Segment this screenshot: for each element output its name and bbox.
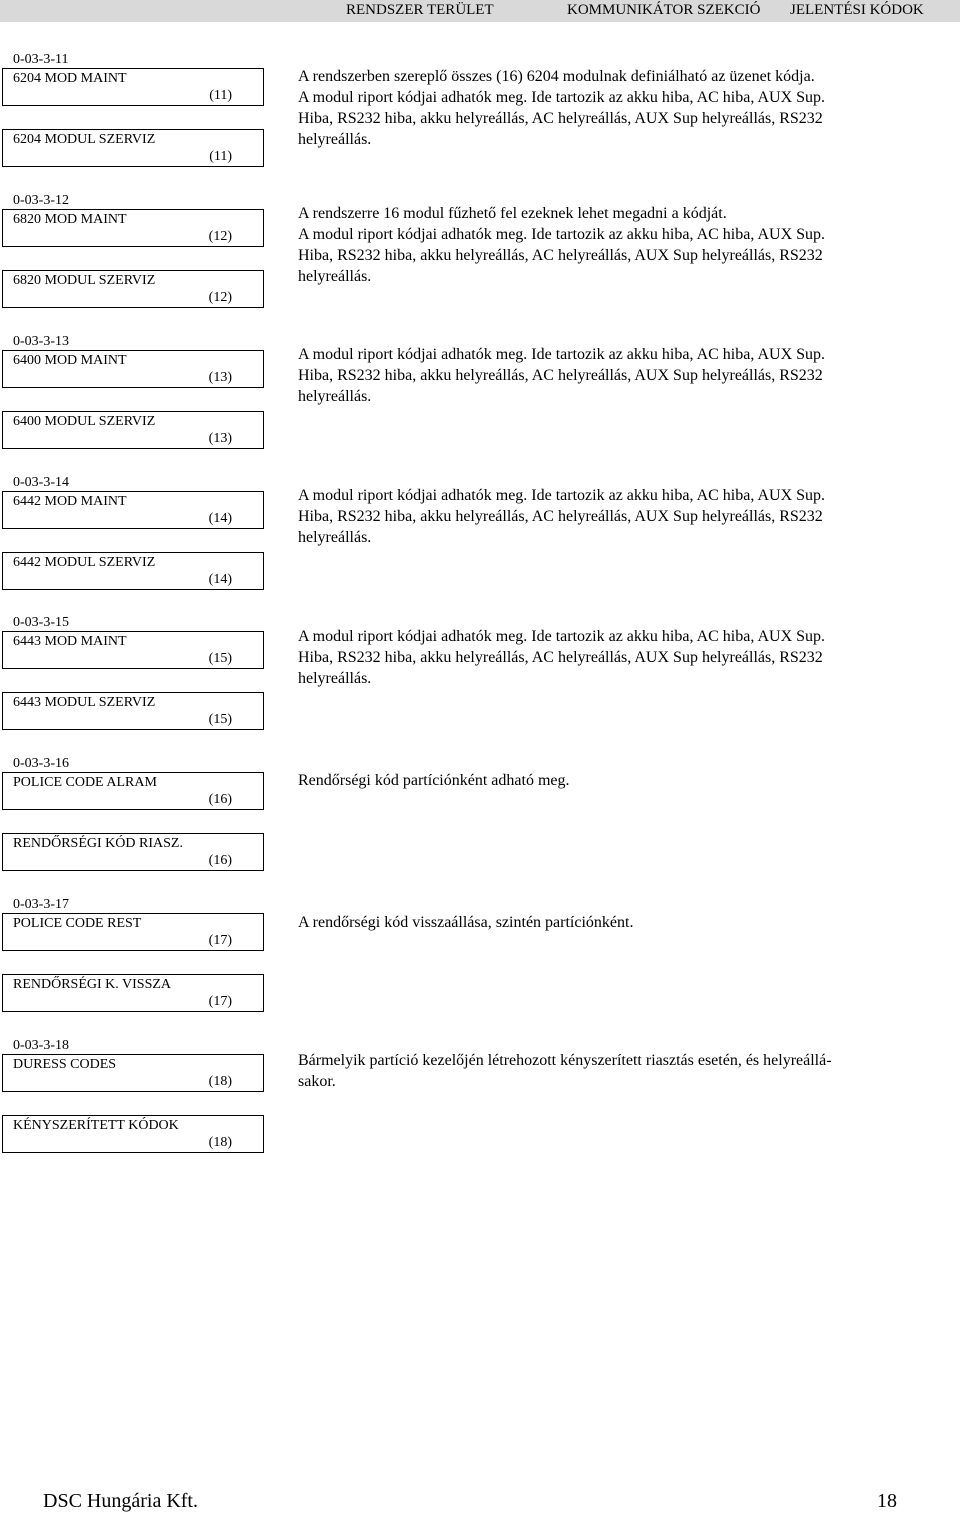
description-line: A modul riport kódjai adhatók meg. Ide tartozik az akku hiba, AC hiba, AUX Sup. (298, 226, 826, 243)
description-line: helyreállás. (298, 268, 372, 285)
option-number: (16) (208, 853, 232, 868)
option-box[interactable] (2, 692, 264, 730)
description-line: helyreállás. (298, 529, 372, 546)
option-box[interactable] (2, 552, 264, 590)
description-line: A modul riport kódjai adhatók meg. Ide tartozik az akku hiba, AC hiba, AUX Sup. (298, 628, 826, 645)
option-number: (14) (208, 572, 232, 587)
option-number: (17) (208, 994, 232, 1009)
section-description (298, 203, 954, 287)
option-label: 6442 MODUL SZERVIZ (13, 555, 156, 570)
option-number: (18) (208, 1074, 232, 1089)
option-number: (13) (208, 431, 232, 446)
description-line: helyreállás. (298, 670, 372, 687)
option-number: (18) (208, 1135, 232, 1150)
description-line: Bármelyik partíció kezelőjén létrehozott kényszerített riasztás esetén, és helyreállá- (298, 1052, 832, 1069)
option-label: RENDŐRSÉGI K. VISSZA (13, 977, 172, 992)
option-label: DURESS CODES (13, 1057, 117, 1072)
option-box[interactable] (2, 974, 264, 1012)
section-code: 0-03-3-16 (13, 756, 69, 771)
option-box[interactable] (2, 209, 264, 247)
section-description (298, 770, 954, 791)
description-line: Hiba, RS232 hiba, akku helyreállás, AC helyreállás, AUX Sup helyreállás, RS232 (298, 649, 823, 666)
description-line: Hiba, RS232 hiba, akku helyreállás, AC helyreállás, AUX Sup helyreállás, RS232 (298, 508, 823, 525)
option-box[interactable] (2, 350, 264, 388)
description-line: Hiba, RS232 hiba, akku helyreállás, AC helyreállás, AUX Sup helyreállás, RS232 (298, 367, 823, 384)
description-line: helyreállás. (298, 131, 372, 148)
option-number: (15) (208, 712, 232, 727)
section-description (298, 626, 954, 689)
option-label: RENDŐRSÉGI KÓD RIASZ. (13, 836, 183, 851)
section-code: 0-03-3-15 (13, 615, 69, 630)
section-description (298, 485, 954, 548)
description-line: A rendőrségi kód visszaállása, szintén partíciónként. (298, 914, 634, 931)
footer-page-number: 18 (877, 1490, 897, 1512)
option-number: (16) (208, 792, 232, 807)
description-line: Hiba, RS232 hiba, akku helyreállás, AC helyreállás, AUX Sup helyreállás, RS232 (298, 110, 823, 127)
section-description (298, 1050, 954, 1092)
section-description (298, 344, 954, 407)
option-label: 6204 MOD MAINT (13, 71, 127, 86)
option-label: 6442 MOD MAINT (13, 494, 127, 509)
page-header (0, 0, 960, 22)
option-number: (11) (209, 149, 232, 164)
description-line: A rendszerre 16 modul fűzhető fel ezeknek lehet megadni a kódját. (298, 205, 727, 222)
option-box[interactable] (2, 270, 264, 308)
option-label: POLICE CODE REST (13, 916, 142, 931)
section-code: 0-03-3-12 (13, 193, 69, 208)
option-number: (13) (208, 370, 232, 385)
option-box[interactable] (2, 1115, 264, 1153)
section-code: 0-03-3-11 (13, 52, 69, 67)
option-label: 6820 MOD MAINT (13, 212, 127, 227)
option-box[interactable] (2, 772, 264, 810)
section-code: 0-03-3-18 (13, 1038, 69, 1053)
option-box[interactable] (2, 411, 264, 449)
section-description (298, 66, 954, 150)
description-line: Rendőrségi kód partíciónként adható meg. (298, 772, 570, 789)
section-description (298, 912, 954, 933)
option-number: (15) (208, 651, 232, 666)
option-box[interactable] (2, 491, 264, 529)
option-label: 6443 MODUL SZERVIZ (13, 695, 156, 710)
footer-company: DSC Hungária Kft. (43, 1490, 198, 1512)
section-code: 0-03-3-13 (13, 334, 69, 349)
option-box[interactable] (2, 833, 264, 871)
option-label: 6400 MOD MAINT (13, 353, 127, 368)
option-box[interactable] (2, 129, 264, 167)
option-label: POLICE CODE ALRAM (13, 775, 157, 790)
option-number: (12) (208, 229, 232, 244)
header-report-codes: JELENTÉSI KÓDOK (790, 2, 924, 18)
option-box[interactable] (2, 68, 264, 106)
option-box[interactable] (2, 1054, 264, 1092)
option-number: (11) (209, 88, 232, 103)
section-code: 0-03-3-14 (13, 475, 69, 490)
option-number: (14) (208, 511, 232, 526)
header-system-area: RENDSZER TERÜLET (346, 2, 494, 18)
option-label: 6443 MOD MAINT (13, 634, 127, 649)
option-box[interactable] (2, 913, 264, 951)
description-line: A rendszerben szereplő összes (16) 6204 modulnak definiálható az üzenet kódja. (298, 68, 815, 85)
description-line: A modul riport kódjai adhatók meg. Ide tartozik az akku hiba, AC hiba, AUX Sup. (298, 346, 826, 363)
option-number: (12) (208, 290, 232, 305)
option-number: (17) (208, 933, 232, 948)
option-label: KÉNYSZERÍTETT KÓDOK (13, 1118, 179, 1133)
header-communicator-section: KOMMUNIKÁTOR SZEKCIÓ (567, 2, 761, 18)
description-line: Hiba, RS232 hiba, akku helyreállás, AC helyreállás, AUX Sup helyreállás, RS232 (298, 247, 823, 264)
description-line: helyreállás. (298, 388, 372, 405)
option-label: 6204 MODUL SZERVIZ (13, 132, 156, 147)
description-line: A modul riport kódjai adhatók meg. Ide tartozik az akku hiba, AC hiba, AUX Sup. (298, 487, 826, 504)
option-box[interactable] (2, 631, 264, 669)
description-line: sakor. (298, 1073, 336, 1090)
option-label: 6820 MODUL SZERVIZ (13, 273, 156, 288)
section-code: 0-03-3-17 (13, 897, 69, 912)
option-label: 6400 MODUL SZERVIZ (13, 414, 156, 429)
description-line: A modul riport kódjai adhatók meg. Ide tartozik az akku hiba, AC hiba, AUX Sup. (298, 89, 826, 106)
